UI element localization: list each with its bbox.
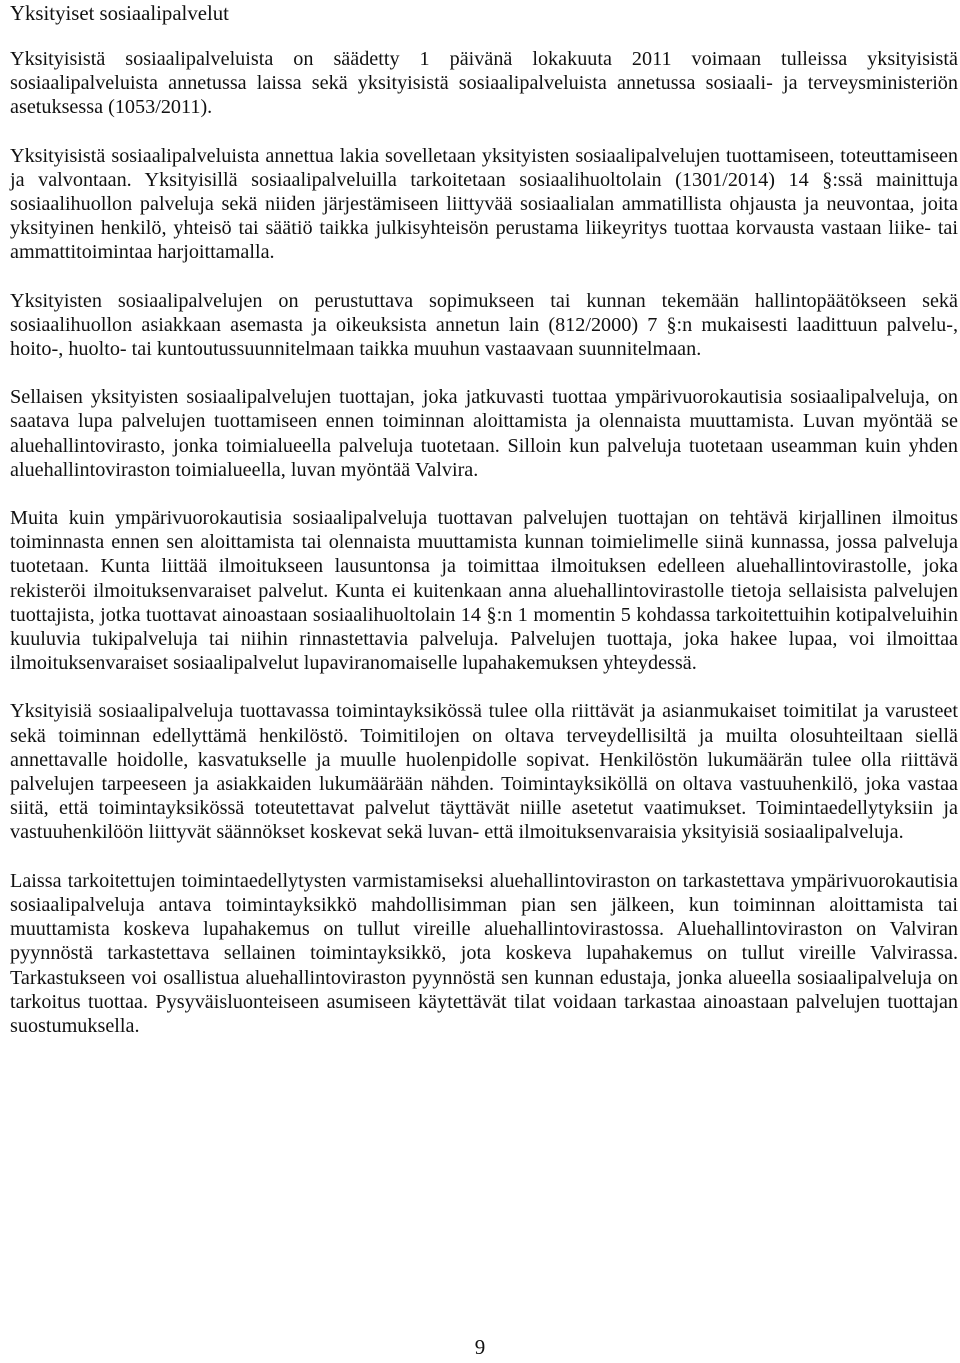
paragraph-agreement: Yksityisten sosiaalipalvelujen on perustuttava sopimukseen tai kunnan tekemään hallintopäätökseen sekä sosiaalihuollon asiakkaan asemasta ja oikeuksista annetun lain (812/2000) 7 §:n mukaisesti laadittuun palvelu-, hoito-, huolto- tai kuntoutussuunnitelmaan taikka muuhun vastaavaan suunnitelmaan.: [10, 289, 958, 361]
paragraph-notification: Muita kuin ympärivuorokautisia sosiaalipalveluja tuottavan palvelujen tuottajan on tehtävä kirjallinen ilmoitus toiminnasta ennen sen aloittamista tai olennaista muuttamista kunnan toimielimelle siinä kunnassa, jossa palveluja tuotetaan. Kunta liittää ilmoitukseen lausuntonsa ja toimittaa ilmoituksen edelleen aluehallintovirastolle, joka rekisteröi ilmoituksenvaraiset palvelut. Kunta ei kuitenkaan anna aluehallintovirastolle tietoja sellaisista palvelujen tuottajista, jotka tuottavat ainoastaan sosiaalihuoltolain 14 §:n 1 momentin 5 kohdassa tarkoitettuihin kotipalveluihin kuuluvia tukipalveluja tai niihin rinnastettavia palveluja. Palvelujen tuottaja, joka hakee lupaa, voi ilmoittaa ilmoituksenvaraiset sosiaalipalvelut lupaviranomaiselle lupahakemuksen yhteydessä.: [10, 507, 958, 675]
page-number: 9: [474, 1335, 486, 1359]
paragraph-license: Sellaisen yksityisten sosiaalipalvelujen tuottajan, joka jatkuvasti tuottaa ympärivuorokautisia sosiaalipalveluja, on saatava lupa palvelujen tuottamiseen ennen toiminnan aloittamista ja olennaista muuttamista. Luvan myöntää se aluehallintovirasto, jonka toimialueella palveluja tuotetaan. Silloin kun palveluja tuotetaan useamman kuin yhden aluehallintoviraston toimialueella, luvan myöntää Valvira.: [10, 386, 958, 481]
paragraph-legislation: Yksityisistä sosiaalipalveluista on säädetty 1 päivänä lokakuuta 2011 voimaan tulleissa yksityisistä sosiaalipalveluista annetussa laissa sekä yksityisistä sosiaalipalveluista annetussa sosiaali- ja terveysministeriön asetuksessa (1053/2011).: [10, 48, 958, 119]
paragraph-facilities: Yksityisiä sosiaalipalveluja tuottavassa toimintayksikössä tulee olla riittävät ja asianmukaiset toimitilat ja varusteet sekä toiminnan edellyttämä henkilöstö. Toimitilojen on oltava terveydellisiltä ja muilta olosuhteiltaan siellä annettavalle hoidolle, kasvatukselle ja muulle huolenpidolle sopivat. Henkilöstön lukumäärän tulee olla riittävä palvelujen tarpeeseen ja asiakkaiden lukumäärään nähden. Toimintayksiköllä on oltava vastuuhenkilö, joka vastaa siitä, että toimintayksikössä toteutettavat palvelut täyttävät niille asetetut vaatimukset. Toimintaedellytyksiin ja vastuuhenkilöön liittyvät säännökset koskevat sekä luvan- että ilmoituksenvaraisia yksityisiä sosiaalipalveluja.: [10, 700, 958, 844]
document-page: [10, 0, 958, 1038]
paragraph-inspection: Laissa tarkoitettujen toimintaedellytysten varmistamiseksi aluehallintoviraston on tarkastettava ympärivuorokautisia sosiaalipalveluja antava toimintayksikkö mahdollisimman pian sen jälkeen, kun toiminnan aloittamista tai muuttamista koskeva lupahakemus on tullut vireille aluehallintovirastossa. Aluehallintoviraston on Valviran pyynnöstä tarkastettava sellainen toimintayksikkö, jota koskeva lupahakemus on tullut vireille Valvirassa. Tarkastukseen voi osallistua aluehallintoviraston pyynnöstä sen kunnan edustaja, jonka alueella sosiaalipalveluja on tarkoitus tuottaa. Pysyväisluonteiseen asumiseen käytettävät tilat voidaan tarkastaa ainoastaan palvelujen tuottajan suostumuksella.: [10, 869, 958, 1037]
paragraph-scope: Yksityisistä sosiaalipalveluista annettua lakia sovelletaan yksityisten sosiaalipalvelujen tuottamiseen, toteuttamiseen ja valvontaan. Yksityisillä sosiaalipalveluilla tarkoitetaan sosiaalihuoltolain (1301/2014) 14 §:ssä mainittuja sosiaalihuollon palveluja sekä niiden järjestämiseen liittyvää sosiaalialan ammatillista ohjausta ja neuvontaa, joita yksityinen henkilö, yhteisö tai säätiö taikka julkisyhteisön perustama liikeyritys tuottaa korvausta vastaan liike- tai ammattitoimintaa harjoittamalla.: [10, 144, 958, 264]
page-title: Yksityiset sosiaalipalvelut: [10, 2, 229, 25]
